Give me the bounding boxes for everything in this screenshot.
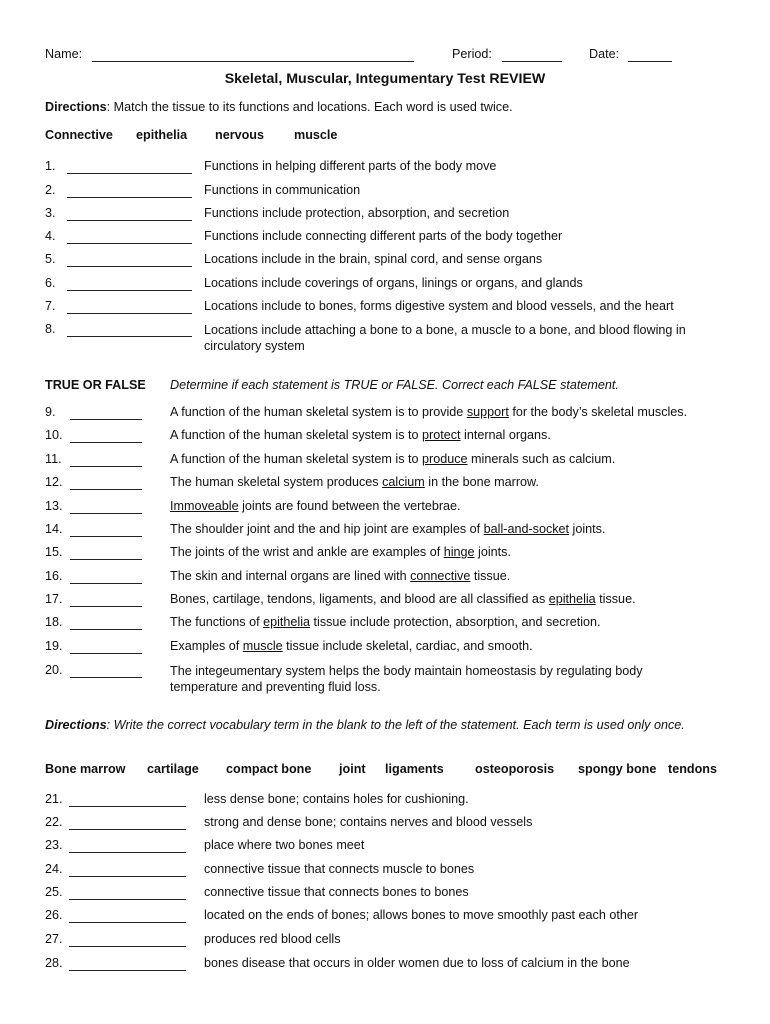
statement-text: tissue include skeletal, cardiac, and smooth. [282,639,533,653]
answer-blank[interactable] [70,442,142,443]
answer-blank[interactable] [69,946,186,947]
item-text: less dense bone; contains holes for cushioning. [204,792,469,806]
item-number: 8. [45,322,56,336]
statement-text: joints are found between the vertebrae. [238,499,461,513]
list-item [45,229,735,249]
statement-text: tissue include protection, absorption, and secretion. [310,615,601,629]
item-number: 16. [45,569,63,583]
item-text: Locations include in the brain, spinal cord, and sense organs [204,252,543,266]
list-item [45,252,735,272]
list-item [45,838,735,858]
list-item [45,592,735,612]
name-blank[interactable] [92,61,414,62]
item-number: 9. [45,405,56,419]
answer-blank[interactable] [67,173,192,174]
list-item [45,545,735,565]
word-bank-item: joint [339,762,366,776]
list-item [45,405,735,425]
item-number: 18. [45,615,63,629]
answer-blank[interactable] [69,852,186,853]
statement-text: tissue. [470,569,511,583]
item-number: 21. [45,792,63,806]
statement-text: The integeumentary system helps the body maintain homeostasis by regulating body temperature and preventing fluid loss. [170,664,643,694]
underlined-term: Immoveable [170,499,239,513]
item-number: 27. [45,932,63,946]
directions-text: : Write the correct vocabulary term in the blank to the left of the statement. Each term is used only once. [106,718,685,732]
answer-blank[interactable] [70,513,142,514]
list-item [45,908,735,928]
answer-blank[interactable] [69,876,186,877]
item-number: 3. [45,206,56,220]
page-title: Skeletal, Muscular, Integumentary Test REVIEW [224,71,546,87]
item-text: place where two bones meet [204,838,365,852]
item-text: Functions in helping different parts of the body move [204,159,497,173]
item-number: 25. [45,885,63,899]
list-item [45,639,735,659]
item-number: 20. [45,663,63,677]
item-number: 14. [45,522,63,536]
item-text: Locations include coverings of organs, linings or organs, and glands [204,276,583,290]
item-text: bones disease that occurs in older women due to loss of calcium in the bone [204,956,630,970]
answer-blank[interactable] [70,419,142,420]
answer-blank[interactable] [70,677,142,678]
list-item [45,615,735,635]
answer-blank[interactable] [70,583,142,584]
item-text: Functions include protection, absorption, and secretion [204,206,510,220]
word-bank-item: epithelia [136,128,188,142]
item-number: 4. [45,229,56,243]
list-item [45,499,735,519]
item-number: 28. [45,956,63,970]
true-false-instructions: Determine if each statement is TRUE or FALSE. Correct each FALSE statement. [170,378,619,392]
word-bank-item: spongy bone [578,762,657,776]
list-item [45,452,735,472]
answer-blank[interactable] [70,489,142,490]
directions-text: : Match the tissue to its functions and locations. Each word is used twice. [106,100,513,114]
answer-blank[interactable] [69,829,186,830]
item-text: Locations include to bones, forms digestive system and blood vessels, and the heart [204,299,674,313]
underlined-term: support [466,405,509,419]
item-number: 23. [45,838,63,852]
statement-text: in the bone marrow. [424,475,539,489]
statement-text: for the body’s skeletal muscles. [508,405,688,419]
item-number: 1. [45,159,56,173]
underlined-term: muscle [242,639,283,653]
statement-text: The skin and internal organs are lined with [170,569,411,583]
statement-text: The human skeletal system produces [170,475,383,489]
statement-text: tissue. [595,592,636,606]
list-item [45,299,735,319]
answer-blank[interactable] [67,313,192,314]
statement-text: internal organs. [460,428,551,442]
item-number: 6. [45,276,56,290]
answer-blank[interactable] [70,653,142,654]
item-number: 5. [45,252,56,266]
list-item [45,522,735,542]
list-item [45,322,735,358]
word-bank-item: osteoporosis [475,762,555,776]
list-item [45,569,735,589]
item-text: Functions include connecting different parts of the body together [204,229,563,243]
answer-blank[interactable] [69,806,186,807]
statement-text: The shoulder joint and the and hip joint are examples of [170,522,484,536]
word-bank-item: cartilage [147,762,199,776]
item-number: 15. [45,545,63,559]
list-item [45,159,735,179]
list-item [45,663,735,699]
item-number: 7. [45,299,56,313]
underlined-term: ball-and-socket [483,522,570,536]
item-text: located on the ends of bones; allows bones to move smoothly past each other [204,908,639,922]
list-item [45,956,735,976]
answer-blank[interactable] [69,899,186,900]
answer-blank[interactable] [70,536,142,537]
list-item [45,885,735,905]
item-number: 22. [45,815,63,829]
item-number: 12. [45,475,63,489]
word-bank-item: nervous [215,128,264,142]
statement-text: joints. [474,545,511,559]
answer-blank[interactable] [69,970,186,971]
word-bank-item: ligaments [385,762,444,776]
list-item [45,932,735,952]
directions-label: Directions [45,100,107,114]
list-item [45,206,735,226]
list-item [45,276,735,296]
statement-text: Bones, cartilage, tendons, ligaments, and blood are all classified as [170,592,549,606]
item-text: connective tissue that connects muscle to bones [204,862,475,876]
statement-text: Examples of [170,639,243,653]
list-item [45,475,735,495]
section3-directions [45,717,705,733]
section1-directions [45,100,513,114]
answer-blank[interactable] [67,220,192,221]
word-bank-item: muscle [294,128,338,142]
item-number: 17. [45,592,63,606]
item-number: 13. [45,499,63,513]
answer-blank[interactable] [69,922,186,923]
item-text: strong and dense bone; contains nerves and blood vessels [204,815,533,829]
item-text: connective tissue that connects bones to bones [204,885,469,899]
date-label: Date: [589,47,620,61]
statement-text: minerals such as calcium. [467,452,616,466]
word-bank-item: Connective [45,128,113,142]
underlined-term: connective [410,569,471,583]
list-item [45,183,735,203]
item-number: 26. [45,908,63,922]
answer-blank[interactable] [67,243,192,244]
answer-blank[interactable] [67,336,192,337]
answer-blank[interactable] [70,606,142,607]
statement-text: A function of the human skeletal system is to [170,452,423,466]
item-number: 24. [45,862,63,876]
list-item [45,428,735,448]
item-number: 10. [45,428,63,442]
item-text: Functions in communication [204,183,361,197]
underlined-term: epithelia [263,615,311,629]
list-item [45,862,735,882]
item-text: produces red blood cells [204,932,341,946]
period-blank[interactable] [502,61,562,62]
word-bank-item: compact bone [226,762,312,776]
item-text: Locations include attaching a bone to a bone, a muscle to a bone, and blood flowing in circulatory system [204,323,686,353]
underlined-term: epithelia [548,592,596,606]
answer-blank[interactable] [70,629,142,630]
period-label: Period: [452,47,492,61]
statement-text: The functions of [170,615,264,629]
statement-text: joints. [569,522,606,536]
answer-blank[interactable] [70,559,142,560]
underlined-term: calcium [382,475,425,489]
item-number: 11. [45,452,62,466]
name-label: Name: [45,47,83,61]
item-number: 19. [45,639,63,653]
underlined-term: produce [422,452,468,466]
answer-blank[interactable] [67,290,192,291]
answer-blank[interactable] [70,466,142,467]
true-false-heading: TRUE OR FALSE [45,378,146,392]
underlined-term: hinge [443,545,475,559]
word-bank-item: Bone marrow [45,762,126,776]
item-number: 2. [45,183,56,197]
statement-text: A function of the human skeletal system is to provide [170,405,467,419]
statement-text: The joints of the wrist and ankle are examples of [170,545,444,559]
word-bank-item: tendons [668,762,717,776]
answer-blank[interactable] [67,266,192,267]
underlined-term: protect [422,428,461,442]
list-item [45,815,735,835]
answer-blank[interactable] [67,197,192,198]
statement-text: A function of the human skeletal system is to [170,428,423,442]
list-item [45,792,735,812]
date-blank[interactable] [628,61,672,62]
directions-label: Directions [45,718,107,732]
